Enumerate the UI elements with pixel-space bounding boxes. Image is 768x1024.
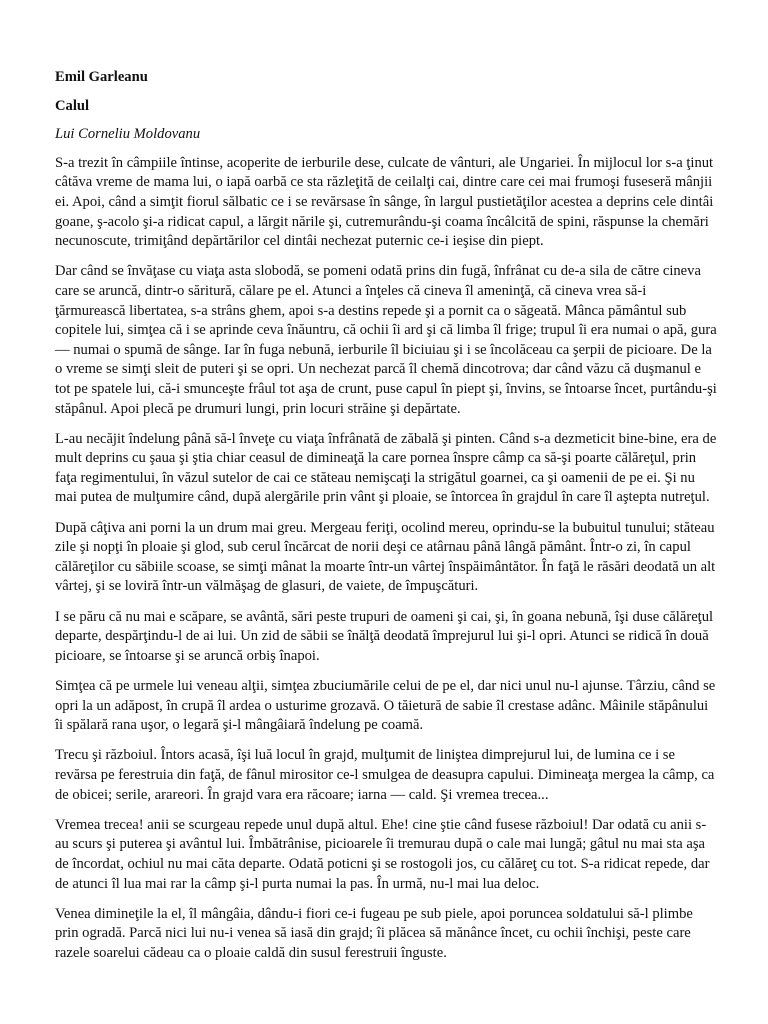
paragraph: După câţiva ani porni la un drum mai greu. Mergeau feriţi, ocolind mereu, oprindu-se la bubuitul tunului; stăteau zile şi nopţi în ploaie şi glod, sub cerul încărcat de norii deşi ce atârnau până lângă pământ. Într-o zi, în capul călăreţilor cu săbiile scoase, se simţi mânat la moarte într-un vârtej înspăimântător. În faţă le răsări deodată un alt vârtej, şi se loviră într-un vălmăşag de glasuri, de vaiete, de împuşcături.: [55, 519, 716, 595]
paragraph: Trecu şi războiul. Întors acasă, îşi luă locul în grajd, mulţumit de liniştea dimprejurul lui, de lumina ce i se revărsa pe ferestruia din faţă, de fânul mirositor ce-l smulgea de deasupra capului. Dimineaţa mergea la câmp, ca de obicei; serile, arareori. În grajd vara era răcoare; iarna — cald. Şi vremea trecea...: [55, 747, 715, 803]
author-name: Emil Garleanu: [55, 69, 148, 85]
paragraph: Simţea că pe urmele lui veneau alţii, simţea zbuciumările celui de pe el, dar nici unul nu-l ajunse. Târziu, când se opri la un adăpost, în crupă îl ardea o usturime grozavă. O tăietură de sabie îl crestase adânc. Mâinile stăpânului îi spălară rana uşor, o legară şi-l mângâiară îndelung pe coamă.: [55, 678, 716, 734]
paragraph: Venea dimineţile la el, îl mângâia, dându-i fiori ce-i fugeau pe sub piele, apoi poruncea soldatului să-l plimbe prin ogradă. Parcă nici lui nu-i venea să iasă din grajd; îi plăcea să mănânce încet, cu ochii închişi, peste care razele soarelui cădeau ca o ploaie caldă din susul ferestruii înguste.: [55, 905, 693, 961]
paragraph: Vremea trecea! anii se scurgeau repede unul după altul. Ehe! cine ştie când fusese războiul! Dar odată cu anii s-au scurs şi puterea şi avântul lui. Îmbătrânise, picioarele îi tremurau după o cale mai lungă; gâtul nu mai sta aşa de încordat, ochiul nu mai căta departe. Odată poticni şi se rostogoli jos, cu călăreţ cu tot. S-a ridicat repede, dar de atunci îl lua mai rar la câmp şi-l purta numai la pas. În urmă, nu-l mai lua deloc.: [55, 816, 710, 892]
document-page: [55, 68, 717, 974]
paragraph: I se păru că nu mai e scăpare, se avântă, sări peste trupuri de oameni şi cai, şi, în goana nebună, îşi duse călăreţul departe, despărţindu-l de ai lui. Un zid de săbii se înălţă deodată împrejurul lui şi-l opri. Atunci se ridică în două picioare, se întoarse şi se aruncă orbiş înapoi.: [55, 608, 714, 664]
paragraph: L-au necăjit îndelung până să-l înveţe cu viaţa înfrânată de zăbală şi pinten. Când s-a dezmeticit bine-bine, era de mult deprins cu şaua şi ştia chiar ceasul de dimineaţă la care pornea înspre câmp ca să-şi poarte călăreţul, prin faţa regimentului, în văzul sutelor de cai ce stăteau nemişcaţi la strigătul goarnei, ca şi oamenii de pe ei. Şi nu mai putea de mulţumire când, după alergările prin vânt şi ploaie, se întorcea în grajdul în care îl aştepta nutreţul.: [55, 430, 717, 506]
paragraph: Dar când se învăţase cu viaţa asta slobodă, se pomeni odată prins din fugă, înfrânat cu de-a sila de către cineva care se aruncă, dintr-o săritură, călare pe el. Atunci a înţeles că cineva îl ameninţă, că cineva vrea să-i ţărmurească libertatea, s-a strâns ghem, apoi s-a destins repede şi a pornit ca o săgeată. Mânca pământul sub copitele lui, simţea că i se aprinde ceva înăuntru, că ochii îi ard şi că limba îl frige; trupul îi era numai o apă, gura — numai o spumă de sânge. Iar în fuga nebună, ierburile îl biciuiau şi i se încolăceau ca şerpii de picioare. De la o vreme se simţi sleit de puteri şi se opri. Un nechezat parcă îl chemă dincotrova; dar când văzu că duşmanul e tot pe spatele lui, că-i smunceşte frâul tot aşa de crunt, puse capul în piept şi, învins, se întoarse încet, purtându-şi stăpânul. Apoi plecă pe drumuri lungi, prin locuri străine şi depărtate.: [55, 263, 717, 417]
paragraph: S-a trezit în câmpiile întinse, acoperite de ierburile dese, culcate de vânturi, ale Ungariei. În mijlocul lor s-a ţinut câtăva vreme de mama lui, o iapă oarbă ce sta răzleţită de ceilalţi cai, dintre care cei mai frumoşi fuseseră mânjii ei. Apoi, când a simţit fiorul sălbatic ce i se revărsase în sânge, în largul pustietăţilor acestea a deprins cele dintâi goane, ş-acolo şi-a ridicat capul, a lărgit nările şi, cutremurându-şi coama încâlcită de spini, răspunse la chemări necunoscute, trimiţând depărtărilor cel dintâi nechezat puternic ce-i ieşise din piept.: [55, 154, 714, 250]
dedication: Lui Corneliu Moldovanu: [55, 126, 201, 143]
story-title: Calul: [55, 97, 90, 114]
